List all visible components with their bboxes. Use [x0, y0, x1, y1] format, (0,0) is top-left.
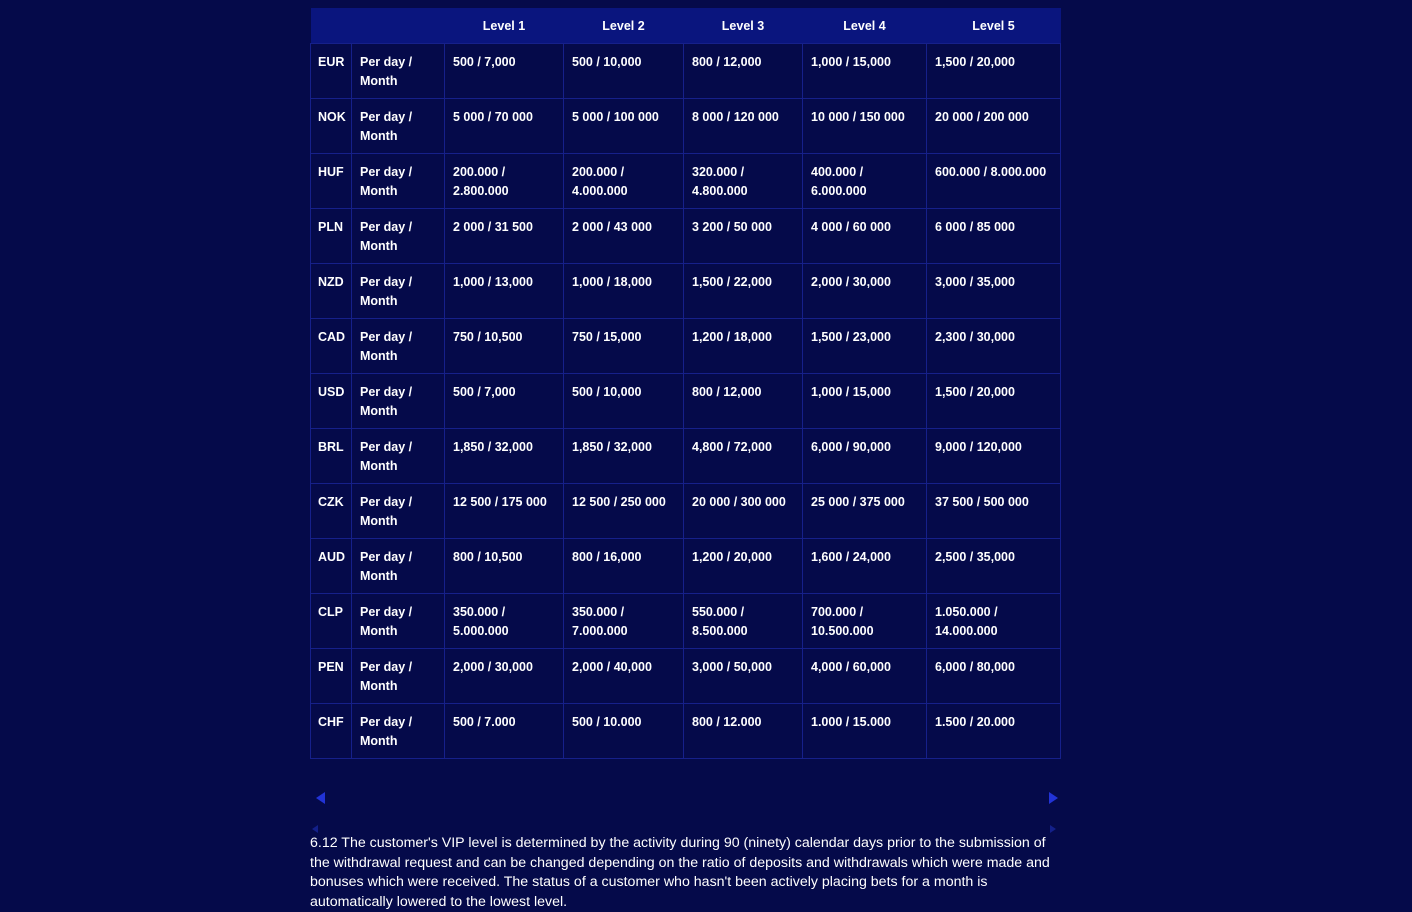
level-5-limit-cell: 6,000 / 80,000 [927, 649, 1061, 704]
level-1-limit-cell: 1,850 / 32,000 [445, 429, 564, 484]
level-3-limit-cell: 3,000 / 50,000 [684, 649, 803, 704]
level-1-limit-cell: 350.000 / 5.000.000 [445, 594, 564, 649]
level-3-limit-cell: 20 000 / 300 000 [684, 484, 803, 539]
header-blank-cell [311, 8, 352, 44]
triangle-right-icon[interactable] [1049, 792, 1058, 804]
currency-cell: HUF [311, 154, 352, 209]
level-5-limit-cell: 2,300 / 30,000 [927, 319, 1061, 374]
level-3-limit-cell: 800 / 12,000 [684, 374, 803, 429]
level-2-limit-cell: 12 500 / 250 000 [564, 484, 684, 539]
currency-cell: CZK [311, 484, 352, 539]
period-cell: Per day / Month [352, 319, 445, 374]
table-row [311, 154, 1061, 209]
currency-cell: AUD [311, 539, 352, 594]
currency-cell: USD [311, 374, 352, 429]
header-level-5: Level 5 [927, 8, 1061, 44]
vip-level-rule-paragraph: 6.12 The customer's VIP level is determined by the activity during 90 (ninety) calendar days prior to the submission of the withdrawal request and can be changed depending on the ratio of deposits and withdrawals which were made and bonuses which were received. The status of a customer who hasn't been actively placing bets for a month is automatically lowered to the lowest level. [310, 835, 1050, 910]
period-cell: Per day / Month [352, 484, 445, 539]
level-3-limit-cell: 320.000 / 4.800.000 [684, 154, 803, 209]
level-4-limit-cell: 1,000 / 15,000 [803, 374, 927, 429]
currency-cell: EUR [311, 44, 352, 99]
currency-cell: PEN [311, 649, 352, 704]
table-row [311, 374, 1061, 429]
table-row [311, 44, 1061, 99]
period-cell: Per day / Month [352, 649, 445, 704]
level-3-limit-cell: 550.000 / 8.500.000 [684, 594, 803, 649]
level-4-limit-cell: 700.000 / 10.500.000 [803, 594, 927, 649]
level-5-limit-cell: 600.000 / 8.000.000 [927, 154, 1061, 209]
level-5-limit-cell: 1,500 / 20,000 [927, 374, 1061, 429]
level-1-limit-cell: 2,000 / 30,000 [445, 649, 564, 704]
level-2-limit-cell: 5 000 / 100 000 [564, 99, 684, 154]
header-level-1: Level 1 [445, 8, 564, 44]
table-row [311, 209, 1061, 264]
level-2-limit-cell: 1,850 / 32,000 [564, 429, 684, 484]
currency-cell: PLN [311, 209, 352, 264]
period-cell: Per day / Month [352, 429, 445, 484]
limits-table-container[interactable] [310, 8, 1060, 759]
period-cell: Per day / Month [352, 154, 445, 209]
table-row [311, 99, 1061, 154]
level-1-limit-cell: 800 / 10,500 [445, 539, 564, 594]
level-2-limit-cell: 1,000 / 18,000 [564, 264, 684, 319]
period-cell: Per day / Month [352, 44, 445, 99]
level-5-limit-cell: 37 500 / 500 000 [927, 484, 1061, 539]
level-4-limit-cell: 6,000 / 90,000 [803, 429, 927, 484]
level-4-limit-cell: 1.000 / 15.000 [803, 704, 927, 759]
level-5-limit-cell: 9,000 / 120,000 [927, 429, 1061, 484]
level-1-limit-cell: 1,000 / 13,000 [445, 264, 564, 319]
table-row [311, 429, 1061, 484]
level-4-limit-cell: 2,000 / 30,000 [803, 264, 927, 319]
level-2-limit-cell: 500 / 10.000 [564, 704, 684, 759]
level-3-limit-cell: 8 000 / 120 000 [684, 99, 803, 154]
level-2-limit-cell: 2 000 / 43 000 [564, 209, 684, 264]
level-5-limit-cell: 6 000 / 85 000 [927, 209, 1061, 264]
level-5-limit-cell: 2,500 / 35,000 [927, 539, 1061, 594]
horizontal-scrollbar[interactable] [310, 790, 1060, 806]
level-1-limit-cell: 2 000 / 31 500 [445, 209, 564, 264]
level-4-limit-cell: 400.000 / 6.000.000 [803, 154, 927, 209]
level-1-limit-cell: 200.000 / 2.800.000 [445, 154, 564, 209]
level-2-limit-cell: 200.000 / 4.000.000 [564, 154, 684, 209]
withdrawal-limits-table [310, 8, 1061, 759]
level-1-limit-cell: 12 500 / 175 000 [445, 484, 564, 539]
currency-cell: NOK [311, 99, 352, 154]
header-blank-cell [352, 8, 445, 44]
header-level-4: Level 4 [803, 8, 927, 44]
level-3-limit-cell: 1,200 / 20,000 [684, 539, 803, 594]
level-1-limit-cell: 500 / 7,000 [445, 44, 564, 99]
table-row [311, 264, 1061, 319]
level-3-limit-cell: 800 / 12,000 [684, 44, 803, 99]
small-scroll-left-icon[interactable] [312, 825, 318, 833]
level-5-limit-cell: 20 000 / 200 000 [927, 99, 1061, 154]
currency-cell: CLP [311, 594, 352, 649]
level-2-limit-cell: 500 / 10,000 [564, 44, 684, 99]
currency-cell: CHF [311, 704, 352, 759]
table-row [311, 319, 1061, 374]
table-row [311, 539, 1061, 594]
period-cell: Per day / Month [352, 209, 445, 264]
level-1-limit-cell: 500 / 7.000 [445, 704, 564, 759]
level-1-limit-cell: 500 / 7,000 [445, 374, 564, 429]
level-4-limit-cell: 4,000 / 60,000 [803, 649, 927, 704]
period-cell: Per day / Month [352, 264, 445, 319]
level-4-limit-cell: 10 000 / 150 000 [803, 99, 927, 154]
level-3-limit-cell: 1,200 / 18,000 [684, 319, 803, 374]
level-5-limit-cell: 1,500 / 20,000 [927, 44, 1061, 99]
level-2-limit-cell: 2,000 / 40,000 [564, 649, 684, 704]
period-cell: Per day / Month [352, 374, 445, 429]
table-header-row [311, 8, 1061, 44]
level-4-limit-cell: 1,000 / 15,000 [803, 44, 927, 99]
level-4-limit-cell: 1,600 / 24,000 [803, 539, 927, 594]
period-cell: Per day / Month [352, 539, 445, 594]
level-5-limit-cell: 3,000 / 35,000 [927, 264, 1061, 319]
triangle-left-icon[interactable] [316, 792, 325, 804]
level-2-limit-cell: 350.000 / 7.000.000 [564, 594, 684, 649]
level-5-limit-cell: 1.500 / 20.000 [927, 704, 1061, 759]
level-4-limit-cell: 4 000 / 60 000 [803, 209, 927, 264]
level-2-limit-cell: 800 / 16,000 [564, 539, 684, 594]
table-row [311, 484, 1061, 539]
table-row [311, 649, 1061, 704]
level-2-limit-cell: 500 / 10,000 [564, 374, 684, 429]
level-3-limit-cell: 3 200 / 50 000 [684, 209, 803, 264]
level-4-limit-cell: 1,500 / 23,000 [803, 319, 927, 374]
table-row [311, 704, 1061, 759]
period-cell: Per day / Month [352, 99, 445, 154]
header-level-3: Level 3 [684, 8, 803, 44]
level-3-limit-cell: 800 / 12.000 [684, 704, 803, 759]
level-1-limit-cell: 5 000 / 70 000 [445, 99, 564, 154]
header-level-2: Level 2 [564, 8, 684, 44]
level-3-limit-cell: 4,800 / 72,000 [684, 429, 803, 484]
table-row [311, 594, 1061, 649]
currency-cell: BRL [311, 429, 352, 484]
small-scroll-right-icon[interactable] [1050, 825, 1056, 833]
level-1-limit-cell: 750 / 10,500 [445, 319, 564, 374]
table-body [311, 44, 1061, 759]
level-4-limit-cell: 25 000 / 375 000 [803, 484, 927, 539]
currency-cell: NZD [311, 264, 352, 319]
level-3-limit-cell: 1,500 / 22,000 [684, 264, 803, 319]
level-2-limit-cell: 750 / 15,000 [564, 319, 684, 374]
period-cell: Per day / Month [352, 594, 445, 649]
period-cell: Per day / Month [352, 704, 445, 759]
currency-cell: CAD [311, 319, 352, 374]
level-5-limit-cell: 1.050.000 / 14.000.000 [927, 594, 1061, 649]
